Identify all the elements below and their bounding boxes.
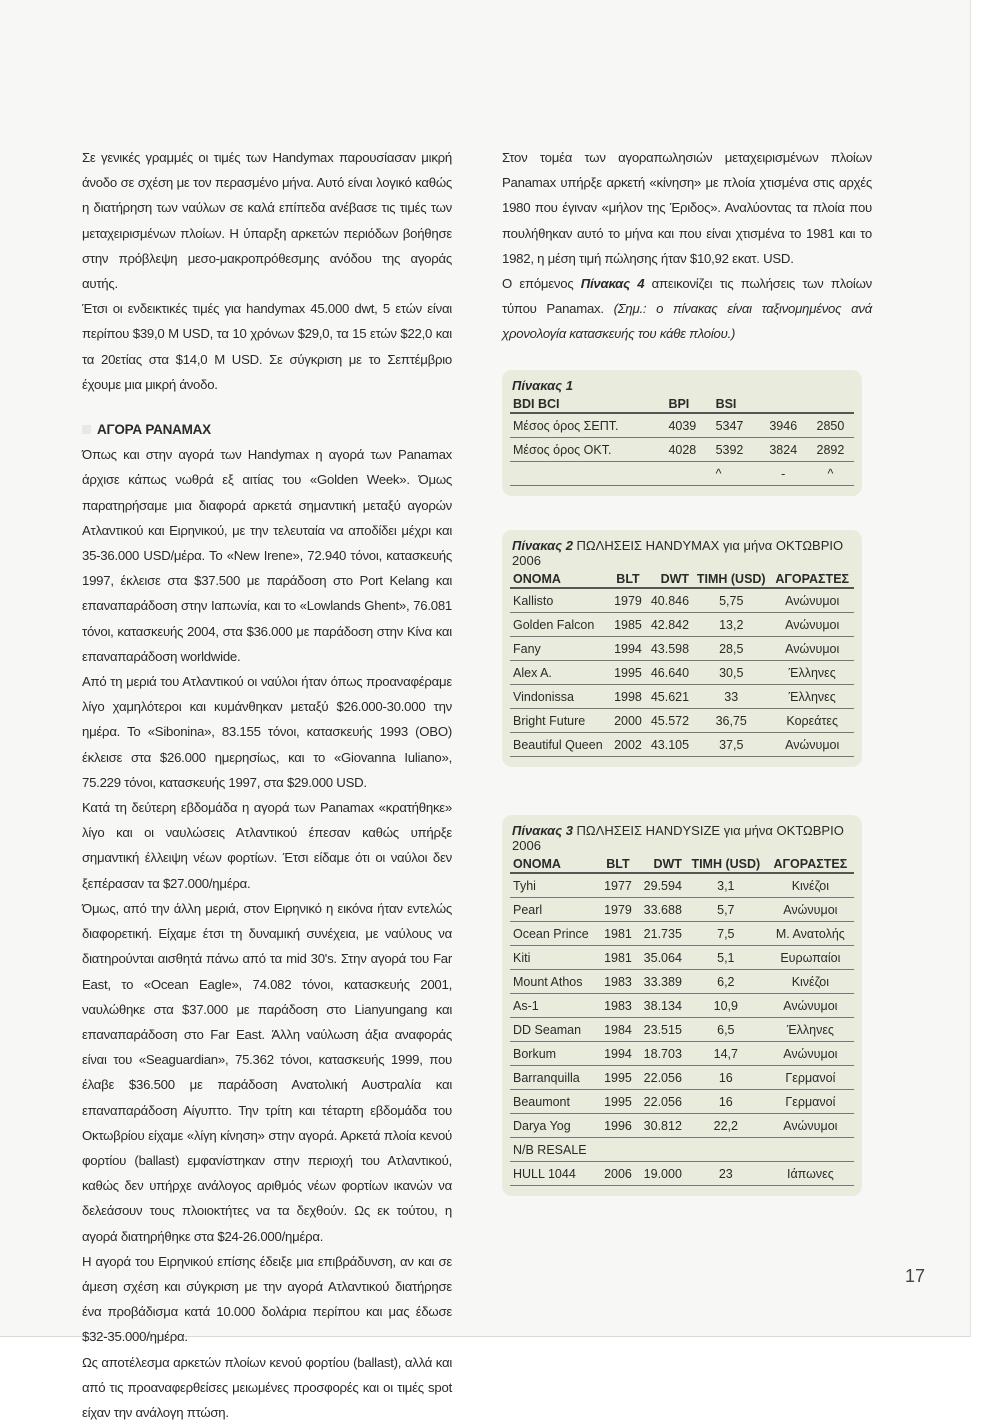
column-header: BLT <box>610 571 645 588</box>
table-cell: 33 <box>692 685 770 709</box>
table-cell: Alex A. <box>510 661 610 685</box>
paragraph: Όμως, από την άλλη μεριά, στον Ειρηνικό η εικόνα ήταν εντελώς διαφορετική. Είχαμε έτσι τη δυναμική συνέχεια, με ναύλους να διατηρούνται αισθητά πάνω από τα mid 30's. Στην αγορά του Far East, το «Ocean Eagle», 74.082 τόνοι, κατασκευής 2001, ναυλώθηκε στα $37.000 με παράδοση στο Lianyungang και επαναπαράδοση στο Far East. Άλλη ναύλωση άξια αναφοράς είναι του «Seaguardian», 75.362 τόνοι, κατασκευής 1999, που έλαβε $36.500 με παράδοση Ανατολική Αυστραλία και επαναπαράδοση Αίγυπτο. Την τρίτη και τέταρτη εβδομάδα του Οκτωβρίου είχαμε «λίγη κίνηση» στην αγορά. Αρκετά πλοία κενού φορτίου (ballast) εμφανίστηκαν στην περιοχή του Ατλαντικού, καθώς δεν υπήρχε ανάλογος αριθμός νέων φορτίων ικανών να δελεάσουν τους πλοιοκτήτες να τα δεχθούν. Ως εκ τούτου, η αγορά διατηρήθηκε στα $24-26.000/ημέρα. <box>82 900 452 1244</box>
bullet-square-icon <box>82 425 91 434</box>
table-cell <box>510 462 665 486</box>
table-cell: 22.056 <box>636 1090 684 1114</box>
table-cell: Κινέζοι <box>767 970 854 994</box>
table-cell: Έλληνες <box>767 1018 854 1042</box>
table-cell: 46.640 <box>646 661 692 685</box>
table-cell: Έλληνες <box>770 661 854 685</box>
table-row <box>510 922 854 946</box>
table-cell: As-1 <box>510 994 599 1018</box>
paragraph: Έτσι οι ενδεικτικές τιμές για handymax 45.000 dwt, 5 ετών είναι περίπου $39,0 M USD, τα 10 χρόνων $29,0, τα 15 ετών $22,0 και τα 20ετίας στα $14,0 M USD. Σε σύγκριση με το Σεπτέμβριο έχουμε μια μικρή άνοδο. <box>82 301 452 392</box>
column-header: DWT <box>636 856 684 873</box>
table-row <box>510 1066 854 1090</box>
paragraph: Όπως και στην αγορά των Handymax η αγορά των Panamax άρχισε κάπως νωθρά εξ αιτίας του «Golden Week». Όμως παρατηρήσαμε μια διαφορά αρκετά σημαντική μεταξύ αγορών Ατλαντικού και Ειρηνικού, με την τελευταία να αποδίδει μέχρι και 35-36.000 USD/μέρα. Το «New Irene», 72.940 τόνοι, κατασκευής 1997, έκλεισε στα $37.500 με παράδοση στο Port Kelang και επαναπαράδοση στην Ιαπωνία, και το «Lowlands Ghent», 76.081 τόνοι, κατασκευής 2004, στα $36.000 με παράδοση στην Κίνα και επαναπαράδοση worldwide. <box>82 447 452 664</box>
table-cell: Ocean Prince <box>510 922 599 946</box>
column-header <box>807 396 854 413</box>
table-row <box>510 1138 854 1162</box>
table-cell: 16 <box>685 1066 767 1090</box>
table-cell: 19.000 <box>636 1162 684 1186</box>
column-header: DWT <box>646 571 692 588</box>
table-cell: 36,75 <box>692 709 770 733</box>
paragraph: Από τη μεριά του Ατλαντικού οι ναύλοι ήταν όπως προαναφέραμε λίγο χαμηλότεροι και κυμάνθηκαν μεταξύ $26.000-30.000 την ημέρα. Το «Sibonina», 83.155 τόνοι, κατασκευής 1993 (OBO) έκλεισε στα $26.000 ημερησίως, και το «Giovanna Iuliano», 75.229 τόνοι, κατασκευής 1997, στα $29.000 USD. <box>82 674 452 790</box>
table-cell <box>767 1138 854 1162</box>
table-cell: Golden Falcon <box>510 613 610 637</box>
table-row <box>510 1018 854 1042</box>
table-cell: Γερμανοί <box>767 1066 854 1090</box>
table-cell: 7,5 <box>685 922 767 946</box>
table-cell: Γερμανοί <box>767 1090 854 1114</box>
table-row <box>510 733 854 757</box>
table-header-row <box>510 396 854 413</box>
right-column <box>502 145 872 347</box>
table-cell: 1995 <box>599 1066 636 1090</box>
paragraph: Κατά τη δεύτερη εβδομάδα η αγορά των Panamax «κρατήθηκε» λίγο και οι ναυλώσεις Ατλαντικού έπεσαν καθώς υπήρξε σημαντική έλλειψη νέων φορτίων. Έτσι είδαμε ότι οι ναύλοι δεν ξεπέρασαν τα $27.000/ημέρα. <box>82 800 452 891</box>
table-caption: Πίνακας 1 <box>512 378 573 393</box>
table-cell: DD Seaman <box>510 1018 599 1042</box>
table-cell: 14,7 <box>685 1042 767 1066</box>
table-cell: 22.056 <box>636 1066 684 1090</box>
table-cell: Ανώνυμοι <box>767 1042 854 1066</box>
text-run: Ο επόμενος <box>502 276 581 292</box>
table-cell: Barranquilla <box>510 1066 599 1090</box>
table-row <box>510 898 854 922</box>
column-header: BSI <box>713 396 760 413</box>
table-cell: Κινέζοι <box>767 873 854 898</box>
data-table <box>510 571 854 757</box>
table-cell: 13,2 <box>692 613 770 637</box>
table-cell: Kallisto <box>510 588 610 613</box>
table-cell: 1979 <box>610 588 645 613</box>
table-cell: 1984 <box>599 1018 636 1042</box>
table-cell: 5,7 <box>685 898 767 922</box>
table-cell: 35.064 <box>636 946 684 970</box>
section-heading <box>82 417 452 442</box>
column-header: ΤΙΜΗ (USD) <box>692 571 770 588</box>
table-cell: 2850 <box>807 413 854 438</box>
table-cell: ^ <box>713 462 760 486</box>
table-row <box>510 1042 854 1066</box>
table-cell: 1985 <box>610 613 645 637</box>
table-cell: 16 <box>685 1090 767 1114</box>
table-cell: 40.846 <box>646 588 692 613</box>
table-row <box>510 613 854 637</box>
table-cell: Ανώνυμοι <box>770 637 854 661</box>
table-cell: 2002 <box>610 733 645 757</box>
table-row <box>510 970 854 994</box>
table-row <box>510 994 854 1018</box>
left-column <box>82 145 452 1425</box>
table-cell: 43.105 <box>646 733 692 757</box>
table-cell: Ανώνυμοι <box>767 994 854 1018</box>
paragraph: Η αγορά του Ειρηνικού επίσης έδειξε μια επιβράδυνση, αν και σε άμεση σχέση και σύγκριση με την αγορά Ατλαντικού διατήρησε ένα προβάδισμα κατά 10.000 δολάρια περίπου και μας έδωσε $32-35.000/ημέρα. <box>82 1253 452 1345</box>
table-cell: 2892 <box>807 438 854 462</box>
table-cell: 3824 <box>760 438 807 462</box>
table-cell: Ανώνυμοι <box>770 733 854 757</box>
data-table <box>510 396 854 486</box>
table-row <box>510 588 854 613</box>
table-cell: N/B RESALE <box>510 1138 599 1162</box>
column-header: BLT <box>599 856 636 873</box>
table-header-row <box>510 571 854 588</box>
table-cell: 1979 <box>599 898 636 922</box>
table-cell: 5,75 <box>692 588 770 613</box>
table-cell: 2000 <box>610 709 645 733</box>
table-cell: Borkum <box>510 1042 599 1066</box>
column-header: ΑΓΟΡΑΣΤΕΣ <box>770 571 854 588</box>
table-cell: 3,1 <box>685 873 767 898</box>
table-cell: 42.842 <box>646 613 692 637</box>
table-row <box>510 1114 854 1138</box>
table-cell: ^ <box>807 462 854 486</box>
table-cell: 4028 <box>665 438 712 462</box>
column-header: BDI BCI <box>510 396 665 413</box>
table-row <box>510 637 854 661</box>
table-cell: 6,5 <box>685 1018 767 1042</box>
table-cell: 23 <box>685 1162 767 1186</box>
table-cell: 21.735 <box>636 922 684 946</box>
column-header: ΑΓΟΡΑΣΤΕΣ <box>767 856 854 873</box>
table-cell: 30,5 <box>692 661 770 685</box>
table-cell: 1983 <box>599 994 636 1018</box>
table-1 <box>502 370 862 496</box>
table-cell: Bright Future <box>510 709 610 733</box>
table-3 <box>502 815 862 1196</box>
page-number: 17 <box>905 1266 926 1286</box>
table-cell: Ανώνυμοι <box>767 1114 854 1138</box>
paragraph: Στον τομέα των αγοραπωλησιών μεταχειρισμένων πλοίων Panamax υπήρξε αρκετή «κίνηση» με πλοία χτισμένα στις αρχές 1980 που έγιναν «μήλον της Έριδος». Αναλύοντας τα πλοία που πουλήθηκαν αυτό το μήνα και που είναι χτισμένα το 1981 και το 1982, η μέση τιμή πώλησης ήταν $10,92 εκατ. USD. <box>502 150 872 266</box>
table-cell: 22,2 <box>685 1114 767 1138</box>
note-text: (Σημ.: ο πίνακας είναι ταξινομημένος ανά χρονολογία κατασκευής του κάθε πλοίου.) <box>502 301 872 342</box>
table-caption: Πίνακας 3 ΠΩΛΗΣΕΙΣ HANDYSIZE για μήνα ΟΚΤΩΒΡΙΟ 2006 <box>512 823 844 853</box>
table-cell: Ανώνυμοι <box>770 613 854 637</box>
table-row <box>510 1090 854 1114</box>
table-cell: 3946 <box>760 413 807 438</box>
table-cell: Vindonissa <box>510 685 610 709</box>
column-header: ΤΙΜΗ (USD) <box>685 856 767 873</box>
table-cell: 1995 <box>599 1090 636 1114</box>
table-cell <box>685 1138 767 1162</box>
column-header: BPI <box>665 396 712 413</box>
table-cell: Μέσος όρος ΟΚΤ. <box>510 438 665 462</box>
table-cell: Ιάπωνες <box>767 1162 854 1186</box>
table-cell: 5347 <box>713 413 760 438</box>
table-cell: 45.621 <box>646 685 692 709</box>
table-cell: 10,9 <box>685 994 767 1018</box>
table-cell: 30.812 <box>636 1114 684 1138</box>
table-cell: 28,5 <box>692 637 770 661</box>
table-cell: 2006 <box>599 1162 636 1186</box>
paragraph: Σε γενικές γραμμές οι τιμές των Handymax παρουσίασαν μικρή άνοδο σε σχέση με τον περασμένο μήνα. Αυτό είναι λογικό καθώς η διατήρηση των ναύλων σε καλά επίπεδα ανέβασε τις τιμές των μεταχειρισμένων πλοίων. Η ύπαρξη αρκετών περιόδων βοήθησε στην πρόβλεψη μεσο-μακροπρόθεσμης ανόδου της αγοράς αυτής. <box>82 150 452 292</box>
table-cell: 23.515 <box>636 1018 684 1042</box>
table-cell: - <box>760 462 807 486</box>
column-header: ΟΝΟΜΑ <box>510 571 610 588</box>
table-cell: 45.572 <box>646 709 692 733</box>
table-cell: Κορεάτες <box>770 709 854 733</box>
table-cell <box>636 1138 684 1162</box>
table-cell: 1995 <box>610 661 645 685</box>
table-cell: Ανώνυμοι <box>770 588 854 613</box>
table-cell: 5392 <box>713 438 760 462</box>
table-row <box>510 709 854 733</box>
table-caption: Πίνακας 2 ΠΩΛΗΣΕΙΣ HANDYMAX για μήνα ΟΚΤΩΒΡΙΟ 2006 <box>512 538 844 568</box>
paragraph <box>502 271 872 347</box>
table-cell: 1994 <box>599 1042 636 1066</box>
table-cell: 6,2 <box>685 970 767 994</box>
table-cell: Ανώνυμοι <box>767 898 854 922</box>
table-row <box>510 685 854 709</box>
table-cell: Kiti <box>510 946 599 970</box>
table-cell: Darya Yog <box>510 1114 599 1138</box>
table-row <box>510 462 854 486</box>
table-row <box>510 438 854 462</box>
table-reference: Πίνακας 4 <box>580 276 645 292</box>
table-cell: 1981 <box>599 922 636 946</box>
table-cell: 38.134 <box>636 994 684 1018</box>
table-row <box>510 413 854 438</box>
table-cell: Beautiful Queen <box>510 733 610 757</box>
table-cell: 1996 <box>599 1114 636 1138</box>
column-header <box>760 396 807 413</box>
table-cell: 18.703 <box>636 1042 684 1066</box>
table-cell: Tyhi <box>510 873 599 898</box>
table-row <box>510 661 854 685</box>
table-cell: 33.389 <box>636 970 684 994</box>
table-cell: 1981 <box>599 946 636 970</box>
table-cell <box>665 462 712 486</box>
table-cell: Μ. Ανατολής <box>767 922 854 946</box>
table-cell: Beaumont <box>510 1090 599 1114</box>
paragraph: Ως αποτέλεσμα αρκετών πλοίων κενού φορτίου (ballast), αλλά και από τις προαναφερθείσες μειωμένες προσφορές και οι τιμές spot είχαν την ανάλογη πτώση. <box>82 1354 452 1420</box>
table-row <box>510 873 854 898</box>
table-cell: 1994 <box>610 637 645 661</box>
table-cell: Μέσος όρος ΣΕΠΤ. <box>510 413 665 438</box>
table-cell: Έλληνες <box>770 685 854 709</box>
text-run: απεικονίζει τις πωλήσεις των πλοίων τύπου Panamax. <box>502 276 873 317</box>
table-cell: 33.688 <box>636 898 684 922</box>
table-cell: 1977 <box>599 873 636 898</box>
table-cell: Ευρωπαίοι <box>767 946 854 970</box>
table-row <box>510 1162 854 1186</box>
table-header-row <box>510 856 854 873</box>
table-cell: Mount Athos <box>510 970 599 994</box>
table-cell: HULL 1044 <box>510 1162 599 1186</box>
table-cell: 1998 <box>610 685 645 709</box>
table-cell: 1983 <box>599 970 636 994</box>
table-cell: 5,1 <box>685 946 767 970</box>
table-row <box>510 946 854 970</box>
data-table <box>510 856 854 1186</box>
table-cell: Fany <box>510 637 610 661</box>
section-heading-text: ΑΓΟΡΑ PANAMAX <box>97 422 211 438</box>
table-cell: 4039 <box>665 413 712 438</box>
table-cell: 43.598 <box>646 637 692 661</box>
table-cell: Pearl <box>510 898 599 922</box>
table-cell: 37,5 <box>692 733 770 757</box>
column-header: ΟΝΟΜΑ <box>510 856 599 873</box>
table-cell <box>599 1138 636 1162</box>
table-cell: 29.594 <box>636 873 684 898</box>
table-2 <box>502 530 862 767</box>
